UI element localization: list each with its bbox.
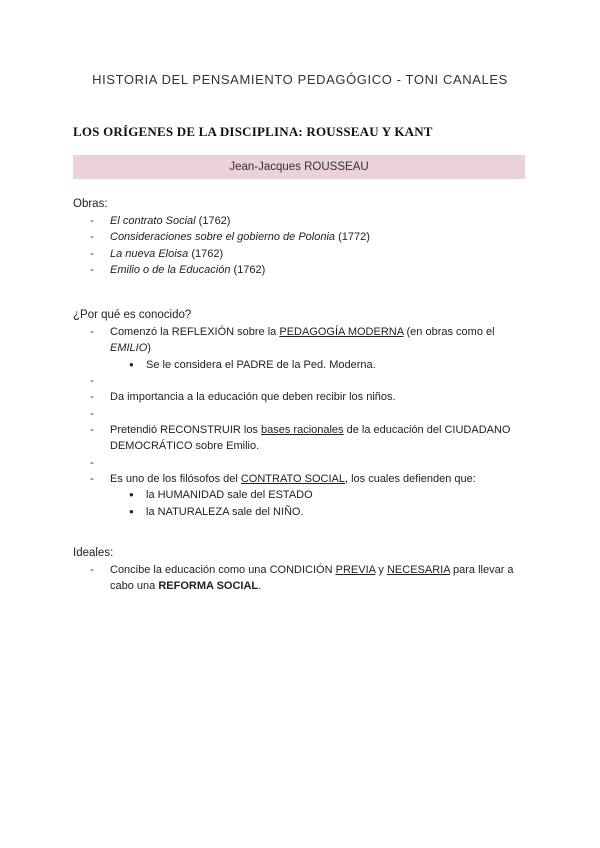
text-run: ): [147, 342, 151, 354]
spacer: [73, 373, 533, 389]
work-year: (1762): [188, 247, 224, 260]
sub-list: [110, 487, 533, 520]
obras-list: [73, 213, 533, 279]
text-run: Comenzó la REFLEXIÓN sobre la: [110, 325, 280, 338]
sub-item: ● la HUMANIDAD sale del ESTADO: [110, 487, 533, 504]
obras-item: [73, 262, 533, 279]
underlined-term: PEDAGOGÍA MODERNA: [279, 325, 404, 338]
underlined-term: PREVIA: [335, 563, 376, 576]
text-run: (en obras como el: [403, 325, 495, 338]
ideales-list: [73, 562, 533, 595]
text-run: y: [375, 563, 387, 576]
underlined-term: NECESARIA: [386, 563, 450, 576]
text-run: Pretendió RECONSTRUIR los: [110, 423, 261, 436]
obras-section: [73, 196, 533, 279]
bold-term: REFORMA SOCIAL: [158, 580, 259, 592]
ideales-heading: Ideales:: [73, 547, 114, 559]
obras-item: [73, 246, 533, 263]
work-year: (1772): [335, 231, 370, 243]
ideales-item: [73, 562, 533, 595]
italic-term: EMILIO: [110, 342, 148, 354]
document-header: HISTORIA DEL PENSAMIENTO PEDAGÓGICO - TONI CANALES: [92, 72, 508, 87]
sub-item: ● la NATURALEZA sale del NIÑO.: [110, 504, 533, 521]
sub-item: ● Se le considera el PADRE de la Ped. Moderna.: [110, 357, 533, 374]
work-title: El contrato Social: [110, 214, 196, 227]
work-title: Consideraciones sobre el gobierno de Polonia: [110, 231, 336, 243]
author-heading-band: Jean-Jacques ROUSSEAU: [73, 155, 525, 179]
conocido-item: [73, 471, 533, 521]
spacer: [73, 455, 533, 471]
text-run: .: [258, 580, 262, 592]
underlined-term: CONTRATO SOCIAL: [240, 472, 345, 485]
work-title: Emilio o de la Educación: [110, 264, 231, 276]
sub-list: [110, 357, 533, 374]
ideales-section: [73, 545, 533, 595]
spacer: [73, 406, 533, 422]
underlined-term: bases racionales: [261, 423, 344, 436]
obras-heading: Obras:: [73, 198, 108, 210]
conocido-list: [73, 324, 533, 521]
work-title: La nueva Eloisa: [110, 247, 189, 260]
conocido-item: - Da importancia a la educación que deben recibir los niños.: [73, 389, 533, 406]
text-run: Concibe la educación como una CONDICIÓN: [110, 563, 336, 576]
conocido-section: [73, 307, 533, 520]
text-run: de la educación del CIUDADANO DEMOCRÁTICO sobre Emilio.: [110, 423, 511, 452]
text-run: Es uno de los filósofos del: [110, 472, 241, 485]
obras-item: [73, 213, 533, 230]
conocido-item: [73, 422, 533, 455]
text-run: para llevar a cabo una: [110, 563, 514, 592]
text-run: , los cuales defienden que:: [344, 472, 476, 485]
work-year: (1762): [195, 214, 231, 227]
obras-item: [73, 229, 533, 246]
conocido-heading: ¿Por qué es conocido?: [73, 309, 192, 321]
section-title: LOS ORÍGENES DE LA DISCIPLINA: ROUSSEAU Y KANT: [73, 124, 433, 139]
work-year: (1762): [230, 264, 266, 276]
conocido-item: [73, 324, 533, 374]
